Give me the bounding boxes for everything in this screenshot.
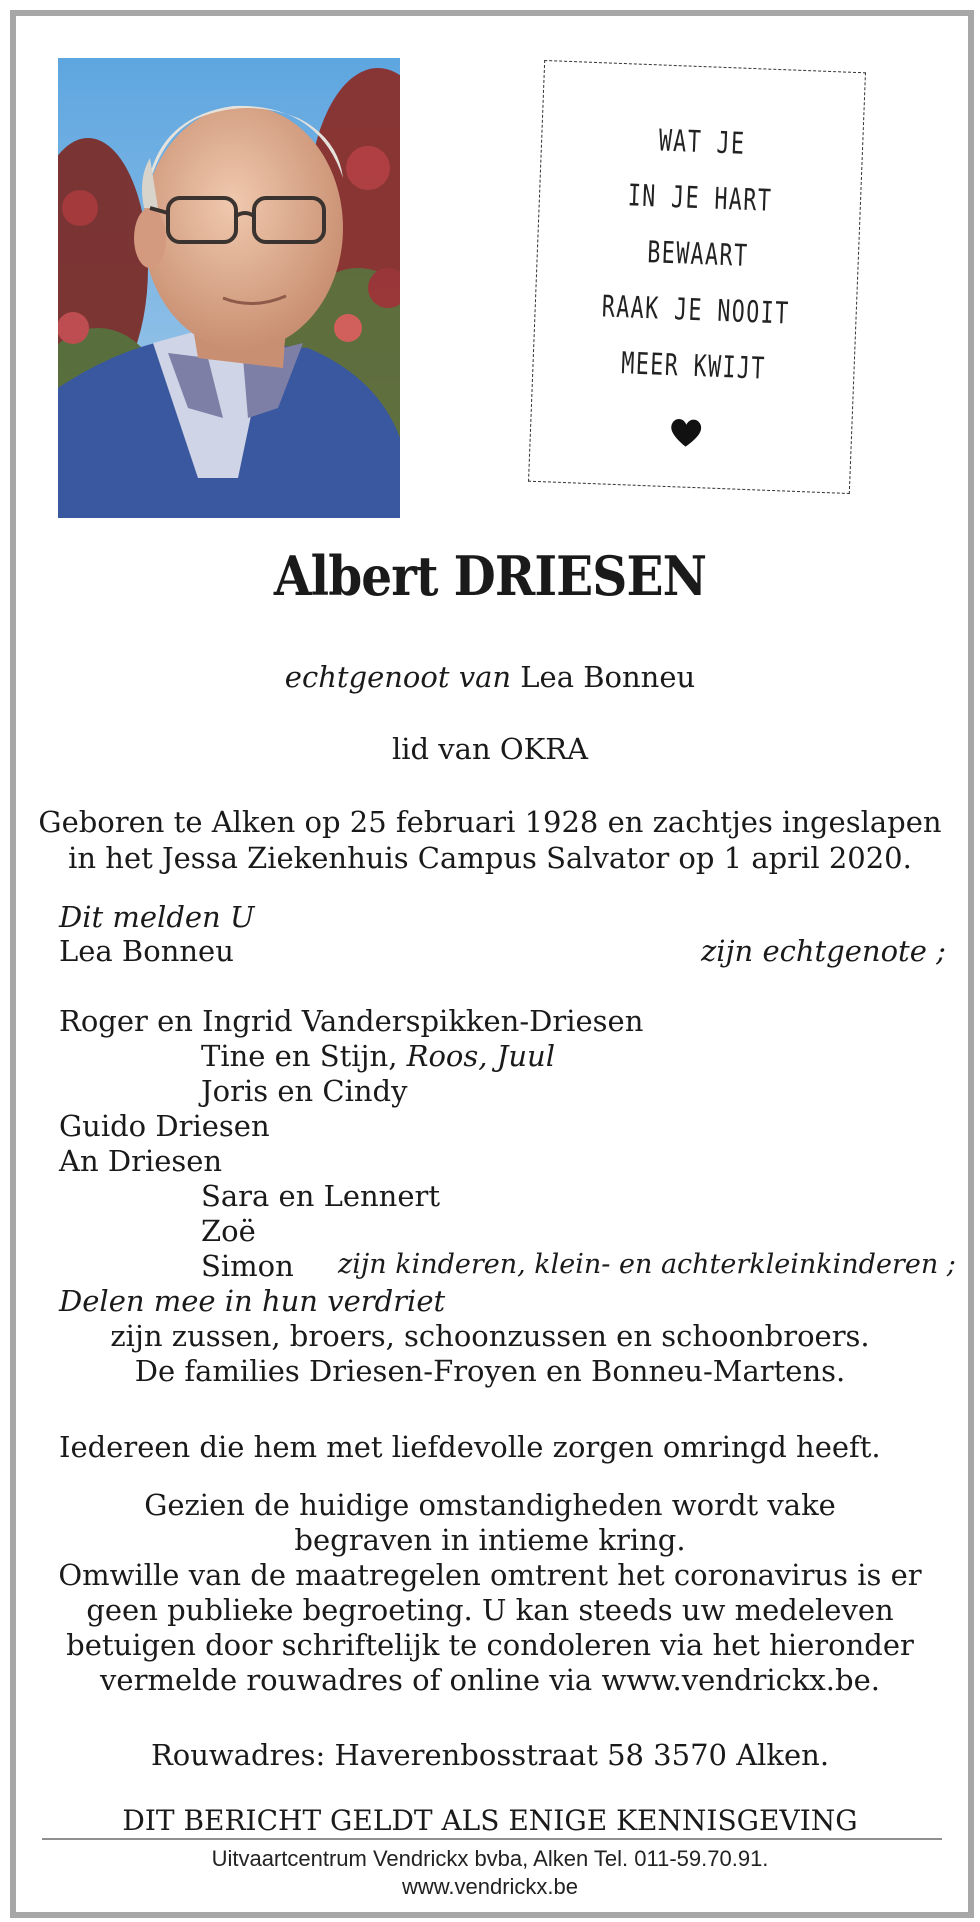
grandchild-3: Sara en Lennert xyxy=(201,1179,441,1213)
child-3: An Driesen xyxy=(59,1144,223,1178)
footer-divider xyxy=(42,1838,942,1840)
footer-website: www.vendrickx.be xyxy=(401,1874,579,1899)
obituary-card xyxy=(16,16,964,1906)
spouse-name: Lea Bonneu xyxy=(520,660,696,694)
family-spouse: Lea Bonneu xyxy=(59,934,234,968)
notice-statement: DIT BERICHT GELDT ALS ENIGE KENNISGEVING xyxy=(122,1804,858,1837)
carers: Iedereen die hem met liefdevolle zorgen omringd heeft. xyxy=(59,1430,881,1464)
message-line-2: begraven in intieme kring. xyxy=(294,1523,686,1557)
grandchild-1-names: Tine en Stijn, xyxy=(201,1039,398,1073)
quote-line-4: RAAK JE NOOIT xyxy=(601,289,791,332)
heart-icon xyxy=(668,416,703,449)
message-line-5: betuigen door schriftelijk te condoleren via het hieronder xyxy=(66,1628,914,1662)
spouse-role: zijn echtgenote ; xyxy=(701,934,946,968)
child-2: Guido Driesen xyxy=(59,1109,270,1143)
grandchild-1-kids: Roos, Juul xyxy=(406,1039,555,1073)
quote-line-5: MEER KWIJT xyxy=(620,346,767,387)
siblings: zijn zussen, broers, schoonzussen en schoonbroers. xyxy=(110,1319,870,1353)
covid-message xyxy=(16,1488,964,1698)
grandchild-2: Joris en Cindy xyxy=(201,1074,408,1108)
portrait-photo xyxy=(58,58,400,518)
child-1: Roger en Ingrid Vanderspikken-Driesen xyxy=(59,1004,644,1038)
message-line-4: geen publieke begroeting. U kan steeds uw medeleven xyxy=(86,1593,894,1627)
quote-line-1: WAT JE xyxy=(658,123,747,162)
spouse-prefix: echtgenoot van xyxy=(284,660,512,694)
message-line-3: Omwille van de maatregelen omtrent het coronavirus is er xyxy=(58,1558,922,1592)
grandchild-4: Zoë xyxy=(201,1214,256,1248)
quote-card xyxy=(528,60,866,494)
membership: lid van OKRA xyxy=(391,732,589,766)
mourning-address: Rouwadres: Haverenbosstraat 58 3570 Alken. xyxy=(150,1738,830,1772)
children-role: zijn kinderen, klein- en achterkleinkinderen ; xyxy=(338,1249,956,1280)
message-line-1: Gezien de huidige omstandigheden wordt vake xyxy=(144,1488,836,1522)
quote-line-3: BEWAART xyxy=(646,235,750,274)
birth-death-text xyxy=(16,804,964,876)
footer-company: Uitvaartcentrum Vendrickx bvba, Alken Tel. 011-59.70.91. xyxy=(211,1846,769,1871)
spouse-line xyxy=(16,660,964,694)
grandchild-5: Simon xyxy=(201,1249,294,1283)
quote-line-2: IN JE HART xyxy=(627,178,773,219)
grandchild-1 xyxy=(201,1039,555,1073)
message-line-6: vermelde rouwadres of online via www.vendrickx.be. xyxy=(100,1663,880,1697)
family-intro: Dit melden U xyxy=(59,900,255,934)
families: De families Driesen-Froyen en Bonneu-Martens. xyxy=(134,1354,846,1388)
birth-line-2: in het Jessa Ziekenhuis Campus Salvator op 1 april 2020. xyxy=(68,841,912,875)
share-intro: Delen mee in hun verdriet xyxy=(59,1284,446,1318)
birth-line-1: Geboren te Alken op 25 februari 1928 en zachtjes ingeslapen xyxy=(38,805,942,839)
deceased-name: Albert DRIESEN xyxy=(273,544,707,608)
